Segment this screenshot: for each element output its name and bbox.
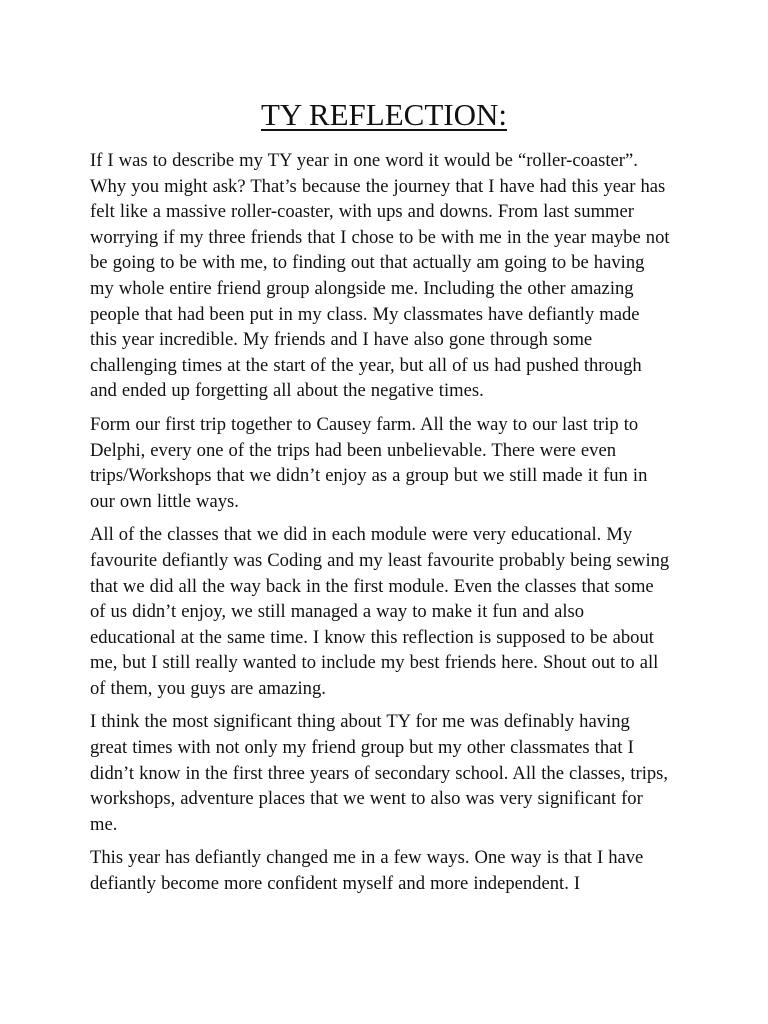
paragraph-4: I think the most significant thing about TY for me was definably having great times with not only my friend group but my other classmates that I didn’t know in the first three years of secondary school. All the classes, trips, workshops, adventure places that we went to also was very significant for me.	[90, 711, 669, 835]
paragraph-5: This year has defiantly changed me in a few ways. One way is that I have defiantly become more confident myself and more independent. I	[90, 847, 644, 895]
paragraph-3: All of the classes that we did in each module were very educational. My favourite defiantly was Coding and my least favourite probably being sewing that we did all the way back in the first module. Even the classes that some of us didn’t enjoy, we still managed a way to make it fun and also educational at the same time. I know this reflection is supposed to be about me, but I still really wanted to include my best friends here. Shout out to all of them, you guys are amazing.	[90, 524, 670, 699]
paragraph-2: Form our first trip together to Causey farm. All the way to our last trip to Delphi, every one of the trips had been unbelievable. There were even trips/Workshops that we didn’t enjoy as a group but we still made it fun in our own little ways.	[90, 413, 648, 512]
document-title: TY REFLECTION:	[261, 97, 507, 132]
paragraph-1: If I was to describe my TY year in one word it would be “roller-coaster”. Why you might ask? That’s because the journey that I have had this year has felt like a massive roller-coaster, with ups and downs. From last summer worrying if my three friends that I chose to be with me in the year maybe not be going to be with me, to finding out that actually am going to be having my whole entire friend group alongside me. Including the other amazing people that had been put in my class. My classmates have defiantly made this year incredible. My friends and I have also gone through some challenging times at the start of the year, but all of us had pushed through and ended up forgetting all about the negative times.	[90, 150, 670, 402]
document-body	[90, 148, 670, 905]
